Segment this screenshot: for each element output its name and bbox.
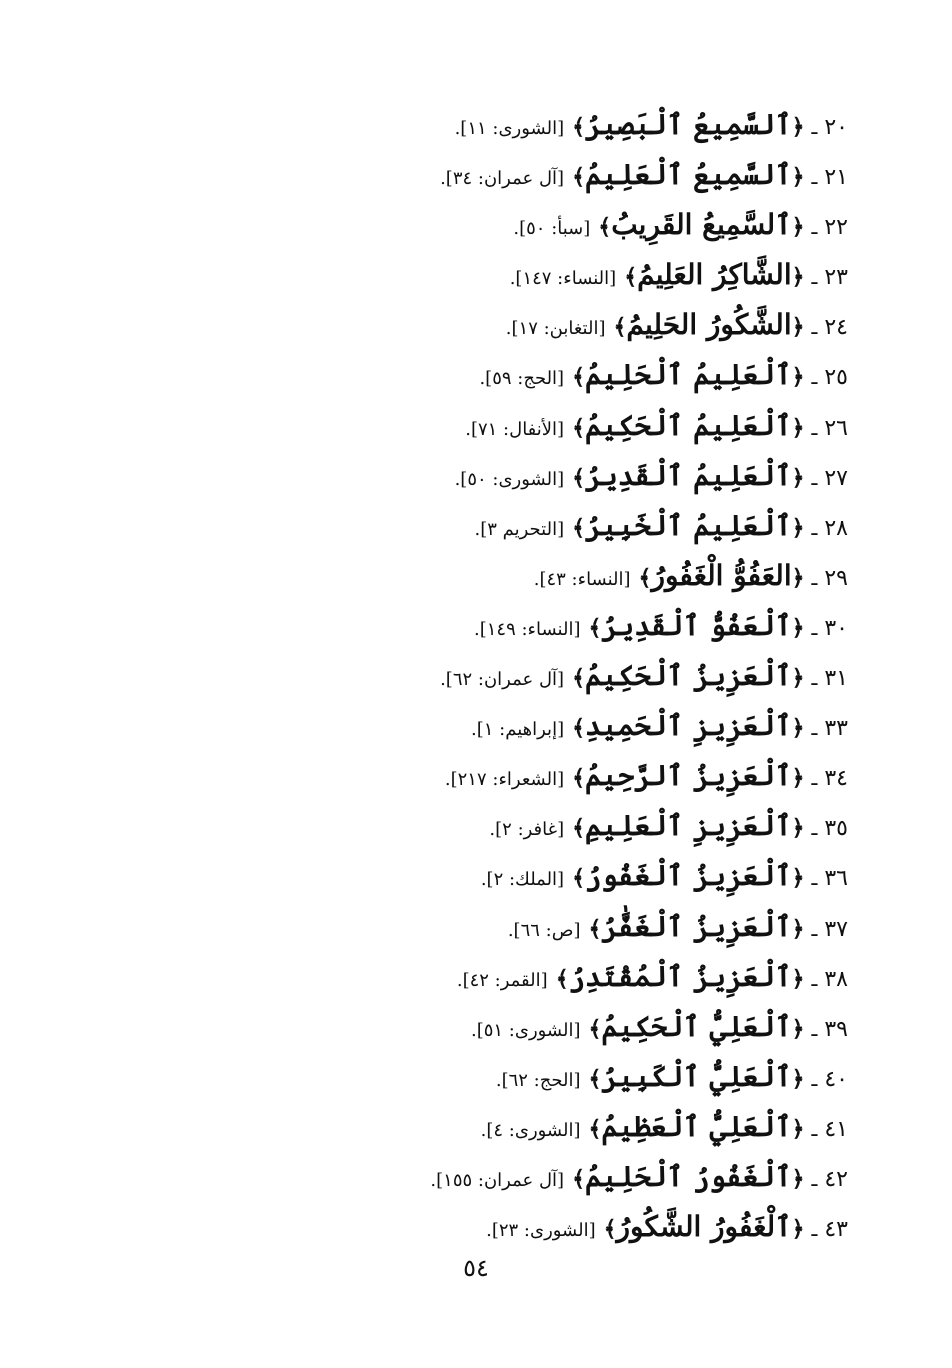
entry-number: ٤٢ (824, 1166, 848, 1192)
list-item (128, 801, 848, 851)
page-number: ٥٤ (463, 1254, 489, 1282)
divine-names: ٱلْعَزِيزُ ٱلْغَفُورُ (584, 859, 792, 893)
entry-number: ٣٤ (824, 766, 848, 792)
quran-reference: [الشورى: ٢٣]. (486, 1220, 596, 1242)
entry-number: ٣١ (824, 666, 848, 692)
divine-names: ٱلْعَلِيُّ ٱلْحَكِيمُ (601, 1009, 792, 1043)
divine-names: ٱلْعَزِيزِ ٱلْعَلِيمِ (584, 809, 792, 843)
entry-number: ٤١ (824, 1116, 848, 1142)
quran-reference: [الشورى: ٥١]. (470, 1019, 581, 1041)
entry-number: ٣٦ (824, 866, 848, 892)
entry-separator: ـ (811, 165, 818, 190)
quran-reference: [الشورى: ٥٠]. (454, 468, 565, 490)
list-item (128, 902, 848, 952)
entry-number: ٣٧ (824, 916, 848, 942)
ornate-bracket-close: ﴾ (572, 164, 585, 191)
entry-number: ٢٧ (824, 465, 848, 491)
list-item (128, 200, 848, 250)
quran-reference: [ص: ٦٦]. (507, 919, 581, 941)
quran-reference: [التغابن: ١٧]. (505, 318, 606, 340)
entry-separator: ـ (811, 565, 818, 590)
quran-reference: [آل عمران: ٣٤]. (440, 168, 565, 190)
quran-reference: [آل عمران: ٦٢]. (440, 669, 565, 691)
ornate-bracket-open: ﴿ (791, 1165, 805, 1192)
entry-separator: ـ (811, 365, 818, 390)
entry-number: ٣٩ (824, 1016, 848, 1042)
divine-names: ٱلْعَلِيُّ ٱلْعَظِيمُ (601, 1109, 792, 1143)
list-item (128, 952, 848, 1002)
ornate-bracket-open: ﴿ (791, 164, 805, 191)
quran-reference: [الشورى: ١١]. (454, 118, 565, 139)
quran-reference: [التحريم ٣]. (474, 518, 565, 540)
quran-reference: [آل عمران: ١٥٥]. (430, 1169, 565, 1191)
divine-names: ٱلْعَلِيمُ ٱلْحَكِيمُ (584, 408, 792, 442)
entry-separator: ـ (811, 866, 818, 891)
entry-separator: ـ (811, 816, 818, 841)
ornate-bracket-close: ﴾ (572, 464, 585, 491)
divine-names: ٱلْغَفُورُ ٱلْحَلِيمُ (584, 1159, 792, 1193)
ornate-bracket-close: ﴾ (572, 665, 585, 692)
ornate-bracket-open: ﴿ (791, 564, 805, 591)
ornate-bracket-open: ﴿ (791, 965, 805, 992)
divine-names: ٱلْعَلِيمُ ٱلْخَبِيرُ (584, 508, 792, 542)
quran-reference: [الملك: ٢]. (480, 869, 565, 891)
entry-separator: ـ (811, 1217, 818, 1242)
ornate-bracket-open: ﴿ (791, 1216, 805, 1243)
quran-reference: [الحج: ٥٩]. (479, 368, 565, 390)
list-item (128, 1002, 848, 1052)
quran-reference: [غافر: ٢]. (489, 819, 565, 841)
divine-names: ٱلْعَزِيزُ ٱلرَّحِيمُ (584, 759, 792, 793)
divine-names: ٱلْعَفُوُّ ٱلْقَدِيرُ (601, 608, 792, 642)
ornate-bracket-close: ﴾ (613, 314, 627, 341)
ornate-bracket-close: ﴾ (572, 815, 585, 842)
ornate-bracket-close: ﴾ (588, 1115, 602, 1142)
divine-names: الشَّاكِرُ العَلِيمُ (637, 258, 792, 292)
ornate-bracket-close: ﴾ (572, 765, 585, 792)
list-item (128, 601, 848, 651)
ornate-bracket-close: ﴾ (572, 865, 585, 892)
ornate-bracket-close: ﴾ (588, 614, 602, 641)
entry-separator: ـ (811, 966, 818, 991)
entry-separator: ـ (811, 1116, 818, 1141)
list-item (128, 851, 848, 901)
ornate-bracket-close: ﴾ (638, 564, 652, 591)
entry-number: ٣٨ (824, 966, 848, 992)
ornate-bracket-close: ﴾ (572, 514, 585, 541)
quran-reference: [القمر: ٤٢]. (456, 969, 548, 991)
ornate-bracket-close: ﴾ (598, 214, 612, 241)
divine-names: العَفُوُّ الْغَفُورُ (651, 558, 792, 592)
entry-separator: ـ (811, 1166, 818, 1191)
ornate-bracket-close: ﴾ (624, 264, 638, 291)
entry-separator: ـ (811, 615, 818, 640)
ornate-bracket-open: ﴿ (791, 214, 805, 241)
ornate-bracket-close: ﴾ (572, 364, 585, 391)
ornate-bracket-open: ﴿ (791, 715, 805, 742)
entry-number: ٣٥ (824, 816, 848, 842)
ornate-bracket-open: ﴿ (791, 114, 805, 140)
ornate-bracket-open: ﴿ (791, 514, 805, 541)
entry-separator: ـ (811, 215, 818, 240)
ornate-bracket-close: ﴾ (572, 1165, 585, 1192)
ornate-bracket-open: ﴿ (791, 614, 805, 641)
entry-number: ٢٩ (824, 565, 848, 591)
list-item (128, 100, 848, 150)
entry-number: ٢٨ (824, 515, 848, 541)
ornate-bracket-open: ﴿ (791, 464, 805, 491)
divine-names: ٱلْعَزِيزُ ٱلْغَفَّٰرُ (601, 909, 792, 943)
list-item (128, 250, 848, 300)
ornate-bracket-open: ﴿ (791, 915, 805, 942)
list-item (128, 1102, 848, 1152)
quran-reference: [الشعراء: ٢١٧]. (444, 769, 565, 791)
list-item (128, 1152, 848, 1202)
divine-names: ٱلْعَلِيمُ ٱلْحَلِيمُ (584, 358, 792, 392)
list-item (128, 551, 848, 601)
entry-separator: ـ (811, 716, 818, 741)
divine-names: ٱلْغَفُورُ الشَّكُورُ (616, 1210, 792, 1244)
ornate-bracket-close: ﴾ (572, 114, 585, 140)
list-item (128, 350, 848, 400)
divine-names: ٱلسَّمِيعُ ٱلْعَلِيمُ (584, 158, 792, 192)
divine-names: ٱلْعَزِيزِ ٱلْحَمِيدِ (584, 709, 792, 743)
quran-reference: [النساء: ١٤٩]. (474, 618, 581, 640)
entry-number: ٢٣ (824, 265, 848, 291)
ornate-bracket-open: ﴿ (791, 364, 805, 391)
entry-number: ٢٢ (824, 215, 848, 241)
divine-names: الشَّكُورُ الحَلِيمُ (626, 308, 792, 342)
entry-separator: ـ (811, 115, 818, 139)
ornate-bracket-open: ﴿ (791, 264, 805, 291)
divine-names: ٱلسَّمِيعُ القَرِيبُ (611, 208, 792, 242)
list-item (128, 1052, 848, 1102)
entry-separator: ـ (811, 515, 818, 540)
list-item (128, 701, 848, 751)
divine-names: ٱلْعَلِيُّ ٱلْكَبِيرُ (601, 1059, 792, 1093)
entry-separator: ـ (811, 265, 818, 290)
list-item (128, 751, 848, 801)
ornate-bracket-close: ﴾ (555, 965, 569, 992)
quran-reference: [سبأ: ٥٠]. (513, 218, 591, 240)
divine-names: ٱلْعَزِيزُ ٱلْمُقْتَدِرُ (568, 959, 792, 993)
entry-number: ٢٥ (824, 365, 848, 391)
quran-reference: [الأنفال: ٧١]. (465, 418, 565, 440)
ornate-bracket-open: ﴿ (791, 815, 805, 842)
entry-number: ٢٠ (824, 115, 848, 140)
ornate-bracket-open: ﴿ (791, 865, 805, 892)
entry-separator: ـ (811, 666, 818, 691)
entry-separator: ـ (811, 315, 818, 340)
ornate-bracket-open: ﴿ (791, 1015, 805, 1042)
entry-separator: ـ (811, 916, 818, 941)
entry-number: ٤٠ (824, 1066, 848, 1092)
quran-reference: [إبراهيم: ١]. (471, 719, 565, 741)
list-item (128, 401, 848, 451)
entry-separator: ـ (811, 415, 818, 440)
ornate-bracket-open: ﴿ (791, 1065, 805, 1092)
ornate-bracket-close: ﴾ (588, 915, 602, 942)
quran-reference: [النساء: ١٤٧]. (509, 268, 617, 290)
entry-number: ٣٣ (824, 716, 848, 742)
names-list (128, 100, 848, 1252)
list-item (128, 150, 848, 200)
divine-names: ٱلسَّمِيعُ ٱلْبَصِيرُ (584, 108, 792, 141)
ornate-bracket-close: ﴾ (588, 1015, 602, 1042)
list-item (128, 501, 848, 551)
ornate-bracket-close: ﴾ (572, 715, 585, 742)
quran-reference: [الحج: ٦٢]. (495, 1069, 581, 1091)
ornate-bracket-close: ﴾ (572, 414, 585, 441)
ornate-bracket-open: ﴿ (791, 665, 805, 692)
entry-separator: ـ (811, 1016, 818, 1041)
divine-names: ٱلْعَزِيزُ ٱلْحَكِيمُ (584, 659, 792, 693)
list-item (128, 1202, 848, 1252)
list-item (128, 451, 848, 501)
list-item (128, 300, 848, 350)
ornate-bracket-close: ﴾ (603, 1216, 617, 1243)
quran-reference: [الشورى: ٤]. (480, 1119, 581, 1141)
ornate-bracket-open: ﴿ (791, 1115, 805, 1142)
ornate-bracket-open: ﴿ (791, 765, 805, 792)
entry-number: ٣٠ (824, 615, 848, 641)
entry-separator: ـ (811, 465, 818, 490)
divine-names: ٱلْعَلِيمُ ٱلْقَدِيرُ (584, 458, 792, 492)
entry-number: ٢٦ (824, 415, 848, 441)
entry-separator: ـ (811, 1066, 818, 1091)
entry-number: ٢٤ (824, 315, 848, 341)
entry-number: ٤٣ (824, 1217, 848, 1243)
quran-reference: [النساء: ٤٣]. (533, 568, 631, 590)
entry-separator: ـ (811, 766, 818, 791)
entry-number: ٢١ (824, 165, 848, 191)
ornate-bracket-open: ﴿ (791, 414, 805, 441)
ornate-bracket-close: ﴾ (588, 1065, 602, 1092)
ornate-bracket-open: ﴿ (791, 314, 805, 341)
list-item (128, 651, 848, 701)
